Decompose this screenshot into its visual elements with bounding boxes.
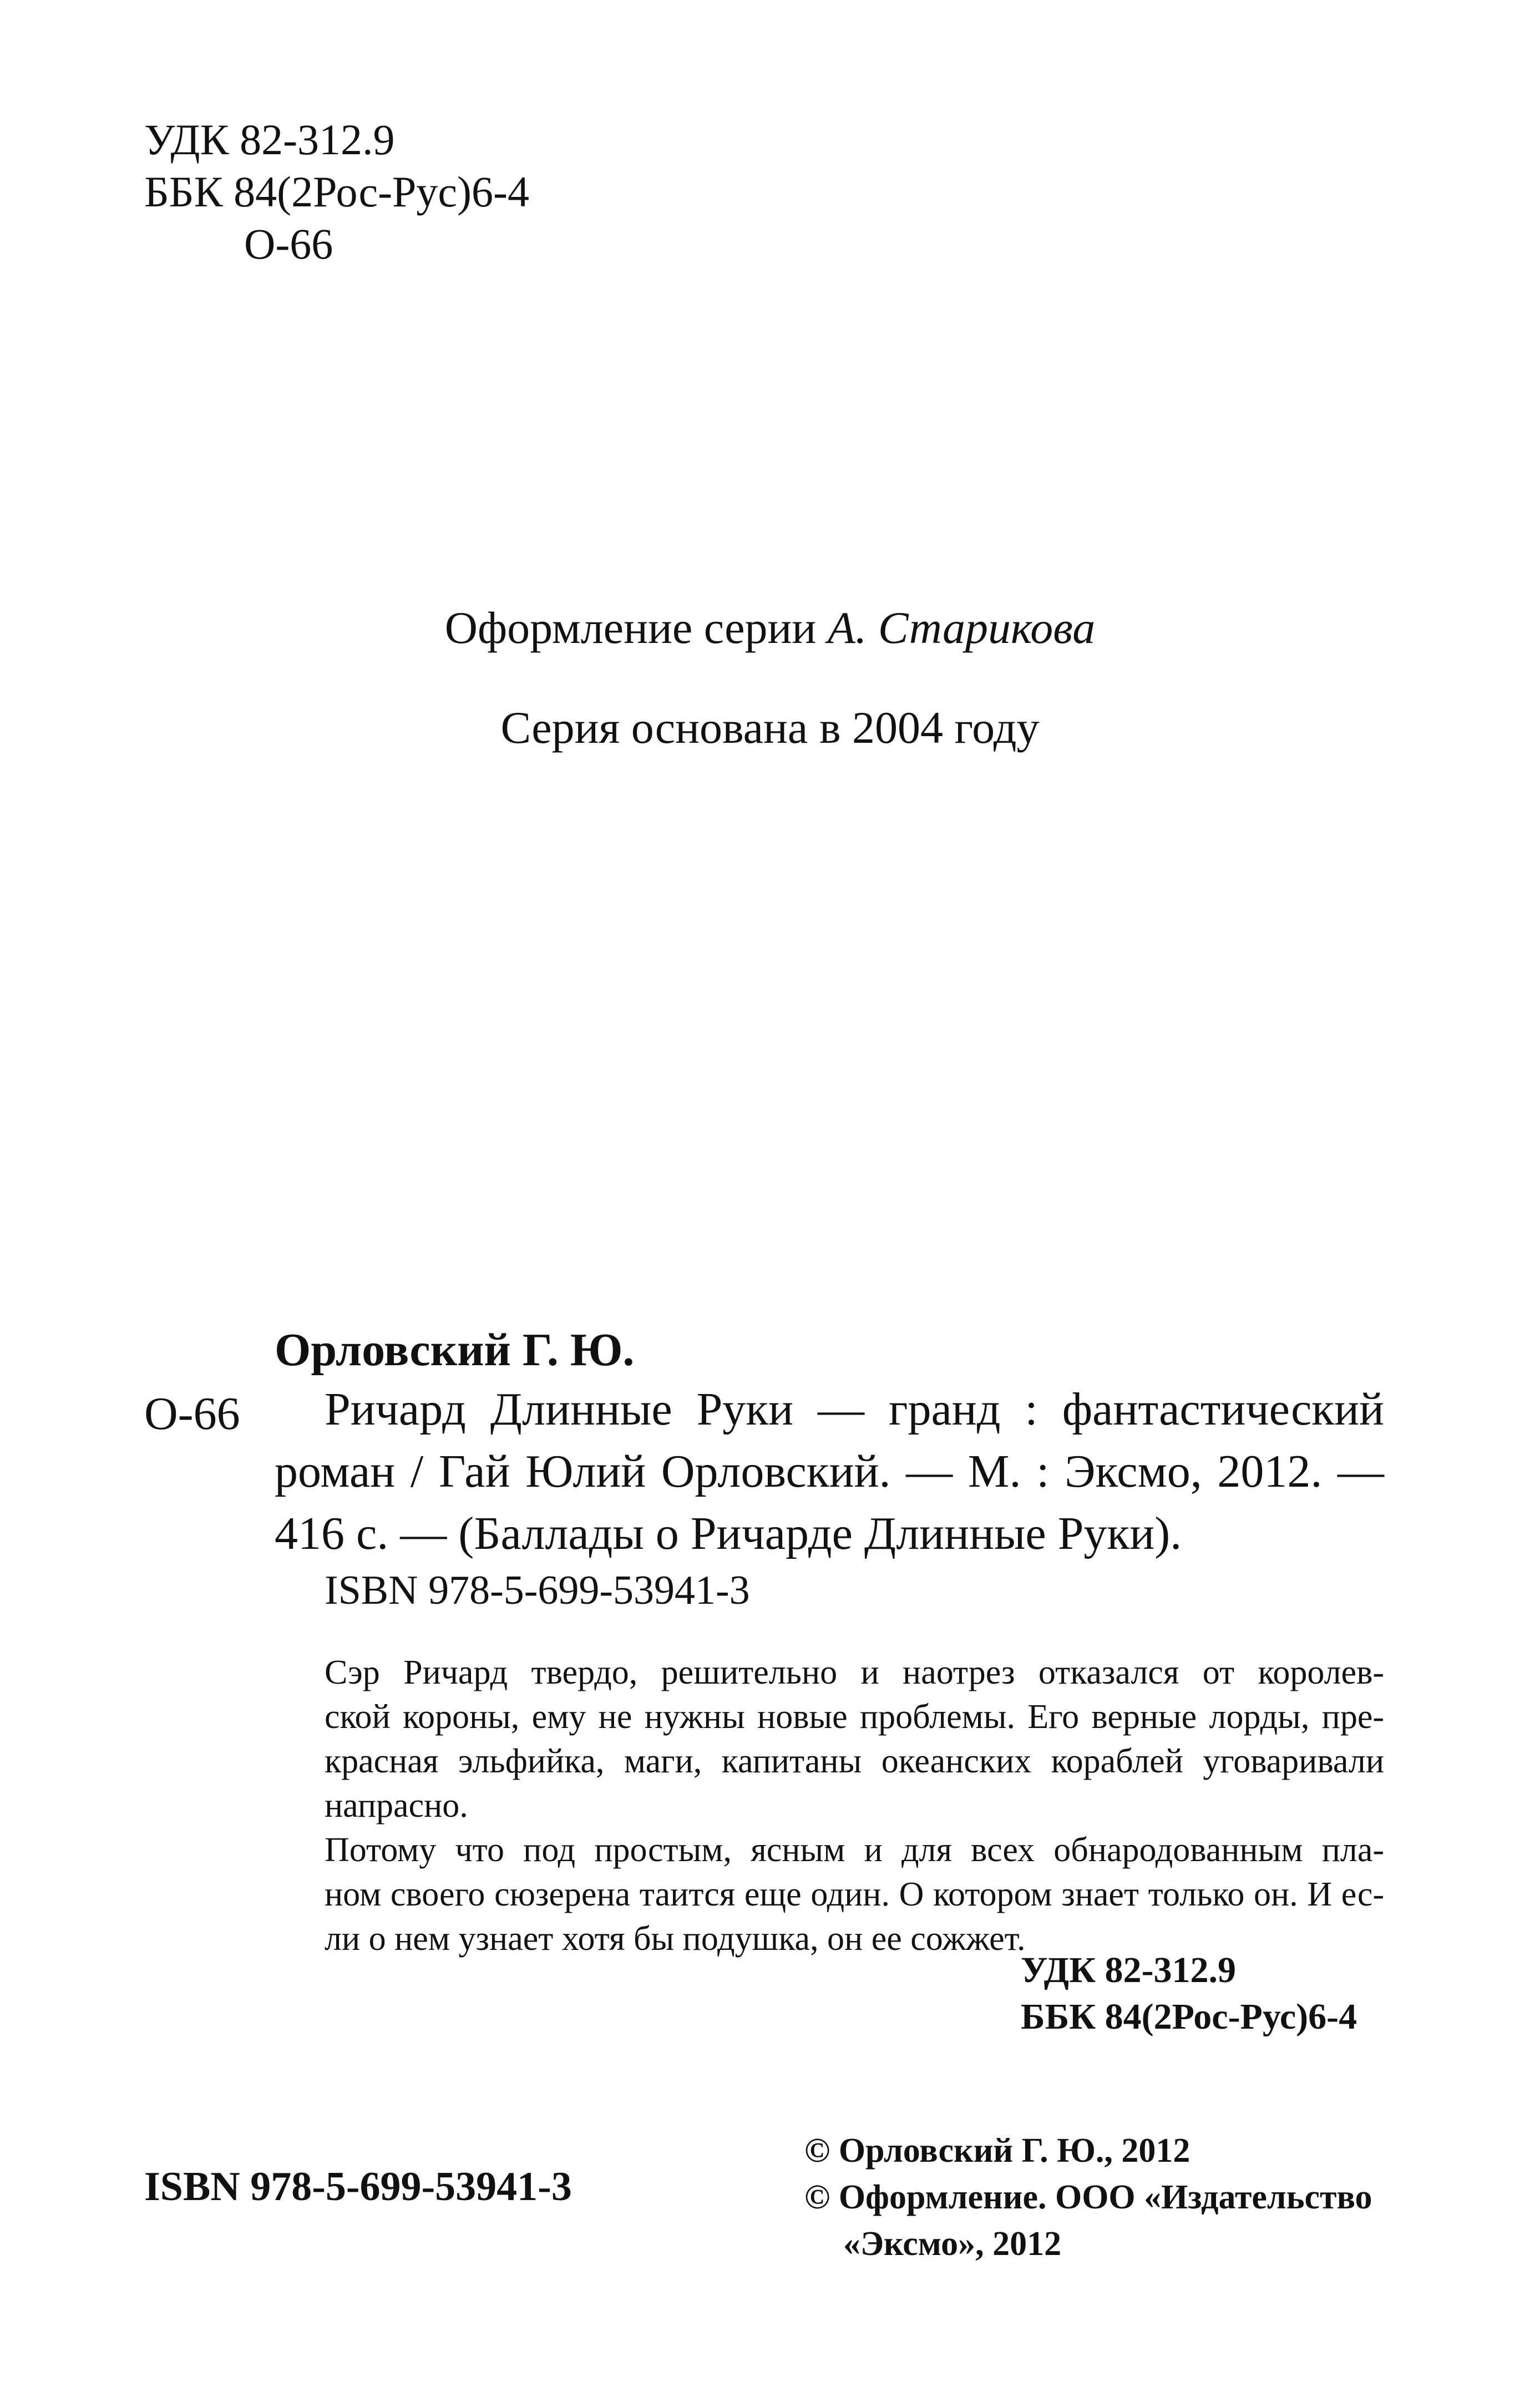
- annotation-line: ном своего сюзерена таится еще один. О котором знает только он. И ес-: [325, 1876, 1384, 1913]
- annotation-line: красная эльфийка, маги, капитаны океанских кораблей уговаривали: [325, 1742, 1384, 1780]
- annotation-line: Потому что под простым, ясным и для всех обнародованным пла-: [325, 1831, 1384, 1869]
- series-design-prefix: Оформление серии: [444, 602, 828, 653]
- record-isbn: ISBN 978-5-699-53941-3: [325, 1568, 750, 1613]
- annotation-line: ской короны, ему не нужны новые проблемы. Его верные лорды, пре-: [325, 1698, 1384, 1736]
- top-classification: [144, 114, 529, 270]
- annotation-line: напрасно.: [325, 1787, 468, 1825]
- series-designer-name: А. Старикова: [827, 602, 1096, 653]
- copyright-design: © Оформление. ООО «Издательство: [804, 2178, 1372, 2216]
- isbn-bottom: ISBN 978-5-699-53941-3: [144, 2164, 572, 2209]
- annotation-line: Сэр Ричард твердо, решительно и наотрез отказался от королев-: [325, 1654, 1384, 1691]
- bbk-code-bottom: ББК 84(2Рос-Рус)6-4: [1021, 1996, 1357, 2037]
- bbk-code: ББК 84(2Рос-Рус)6-4: [144, 168, 530, 216]
- copyright-block: [804, 2127, 1372, 2267]
- series-design-credit: [0, 602, 1540, 654]
- description-line: Ричард Длинные Руки — гранд : фантастический: [325, 1383, 1384, 1435]
- udk-code-bottom: УДК 82-312.9: [1021, 1950, 1237, 1990]
- udk-code: УДК 82-312.9: [144, 115, 395, 164]
- record-author: Орловский Г. Ю.: [275, 1324, 635, 1376]
- description-line: 416 с. — (Баллады о Ричарде Длинные Руки).: [275, 1508, 1182, 1559]
- series-founded: Серия основана в 2004 году: [500, 702, 1040, 753]
- record-description: [275, 1379, 1384, 1565]
- annotation: [325, 1650, 1384, 1961]
- author-mark: О-66: [244, 220, 333, 268]
- copyright-author: © Орловский Г. Ю., 2012: [804, 2132, 1191, 2170]
- annotation-line: ли о нем узнает хотя бы подушка, он ее сожжет.: [325, 1920, 1026, 1958]
- copyright-design-cont: «Эксмо», 2012: [843, 2225, 1062, 2263]
- description-line: роман / Гай Юлий Орловский. — М. : Эксмо, 2012. —: [275, 1446, 1384, 1497]
- record-author-mark: О-66: [144, 1388, 240, 1440]
- bottom-classification: [1021, 1947, 1357, 2040]
